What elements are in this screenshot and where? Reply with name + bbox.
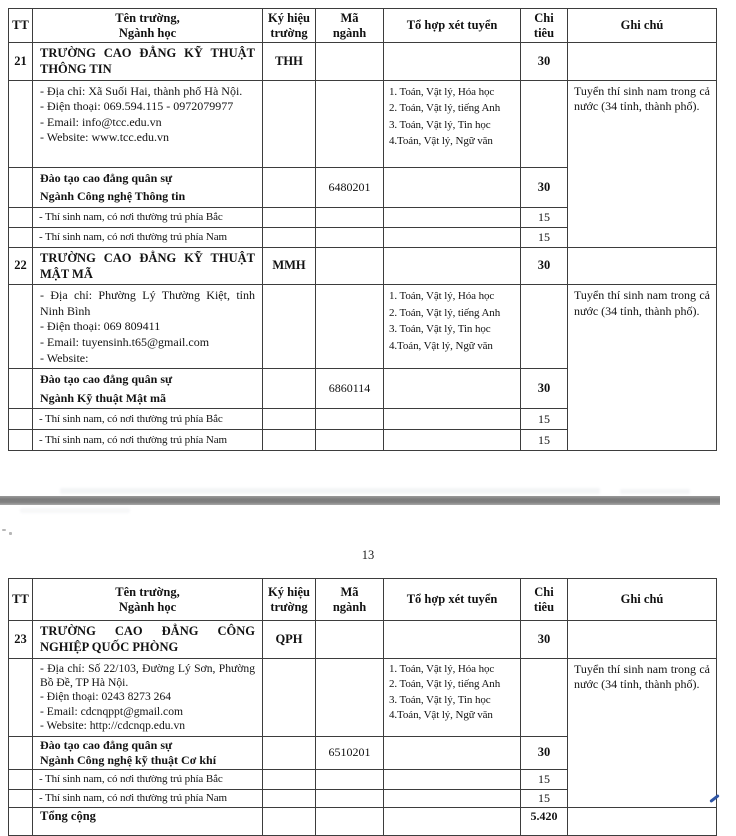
empty-cell — [263, 80, 316, 167]
empty-cell — [9, 736, 33, 769]
empty-cell — [316, 227, 384, 247]
school-23-quota: 30 — [521, 621, 568, 659]
combo-option: 4.Toán, Vật lý, Ngữ văn — [389, 135, 493, 147]
website-line: - Website: — [40, 350, 89, 365]
empty-cell — [384, 369, 521, 409]
col-header-symbol — [263, 9, 316, 43]
north-criteria: - Thí sinh nam, có nơi thường trú phía Bắc — [33, 769, 263, 789]
school-21-title-row — [9, 43, 717, 81]
school-22-symbol: MMH — [263, 247, 316, 285]
col-header-code-line1: Mã — [340, 11, 359, 26]
north-quota: 15 — [521, 207, 568, 227]
school-21-number: 21 — [9, 43, 33, 81]
empty-cell — [263, 789, 316, 807]
school-23-symbol: QPH — [263, 621, 316, 659]
empty-cell — [384, 789, 521, 807]
school-23-name: TRƯỜNG CAO ĐẲNG CÔNG NGHIỆP QUỐC PHÒNG — [33, 621, 263, 659]
empty-cell — [384, 409, 521, 430]
col-header-quota — [521, 9, 568, 43]
empty-cell — [9, 409, 33, 430]
col-header-symbol-line1: Ký hiệu — [267, 585, 311, 600]
school-23-program-quota: 30 — [521, 736, 568, 769]
empty-cell — [263, 285, 316, 369]
empty-cell — [568, 43, 717, 81]
col-header-code-line2: ngành — [332, 25, 367, 40]
col-header-tt — [9, 9, 33, 43]
empty-cell — [384, 621, 521, 659]
school-21-major-code: 6480201 — [316, 167, 384, 207]
empty-cell — [263, 409, 316, 430]
col-header-note — [568, 9, 717, 43]
empty-cell — [9, 807, 33, 835]
empty-cell — [263, 769, 316, 789]
empty-cell — [316, 769, 384, 789]
school-23-contact — [33, 658, 263, 736]
empty-cell — [9, 167, 33, 207]
school-21-combo-list — [384, 80, 521, 167]
school-23-number: 23 — [9, 621, 33, 659]
col-header-tt-label: TT — [12, 592, 29, 607]
empty-cell — [316, 80, 384, 167]
combo-option: 1. Toán, Vật lý, Hóa học — [389, 290, 495, 303]
school-21-program-quota: 30 — [521, 167, 568, 207]
col-header-quota-line2: tiêu — [533, 25, 555, 40]
school-22-combo-list — [384, 285, 521, 369]
school-21-name: TRƯỜNG CAO ĐẲNG KỸ THUẬT THÔNG TIN — [33, 43, 263, 81]
empty-cell — [263, 807, 316, 835]
south-criteria: - Thí sinh nam, có nơi thường trú phía Nam — [33, 227, 263, 247]
school-23-title-row — [9, 621, 717, 659]
scan-speck — [2, 529, 6, 531]
empty-cell — [263, 430, 316, 451]
empty-cell — [9, 207, 33, 227]
empty-cell — [384, 736, 521, 769]
school-22-program-quota: 30 — [521, 369, 568, 409]
program-line: Đào tạo cao đẳng quân sự — [40, 737, 173, 752]
combo-option: 2. Toán, Vật lý, tiếng Anh — [389, 102, 501, 114]
col-header-tt-label: TT — [12, 18, 29, 33]
table-header-row — [9, 9, 717, 43]
scan-smudge — [620, 489, 690, 494]
south-quota: 15 — [521, 789, 568, 807]
school-22-contact — [33, 285, 263, 369]
school-22-details-row — [9, 285, 717, 369]
col-header-symbol — [263, 579, 316, 621]
empty-cell — [384, 207, 521, 227]
scan-speck — [9, 532, 12, 535]
school-22-number: 22 — [9, 247, 33, 285]
col-header-school — [33, 9, 263, 43]
empty-cell — [316, 621, 384, 659]
school-21-contact — [33, 80, 263, 167]
major-line: Ngành Kỹ thuật Mật mã — [40, 390, 167, 405]
school-21-program — [33, 167, 263, 207]
school-21-symbol: THH — [263, 43, 316, 81]
empty-cell — [9, 658, 33, 736]
admissions-table-bottom-region — [8, 578, 720, 823]
empty-cell — [384, 247, 521, 285]
admissions-table-top — [8, 8, 717, 451]
major-line: Ngành Công nghệ Thông tin — [40, 189, 186, 204]
col-header-combo — [384, 579, 521, 621]
school-21-details-row — [9, 80, 717, 167]
email-line: - Email: cdcnqppt@gmail.com — [40, 704, 184, 718]
school-23-major-code: 6510201 — [316, 736, 384, 769]
col-header-symbol-line2: trường — [270, 25, 308, 40]
empty-cell — [384, 43, 521, 81]
empty-cell — [316, 285, 384, 369]
col-header-note-label: Ghi chú — [620, 592, 664, 607]
total-label: Tổng cộng — [33, 807, 263, 835]
admissions-table-bottom — [8, 578, 717, 836]
empty-cell — [521, 285, 568, 369]
col-header-note — [568, 579, 717, 621]
south-criteria: - Thí sinh nam, có nơi thường trú phía Nam — [33, 430, 263, 451]
empty-cell — [384, 769, 521, 789]
col-header-symbol-line2: trường — [270, 599, 308, 614]
col-header-school-line2: Ngành học — [118, 599, 177, 614]
school-22-name: TRƯỜNG CAO ĐẲNG KỸ THUẬT MẬT MÃ — [33, 247, 263, 285]
col-header-symbol-line1: Ký hiệu — [267, 11, 311, 26]
school-22-major-code: 6860114 — [316, 369, 384, 409]
empty-cell — [384, 227, 521, 247]
email-line: - Email: info@tcc.edu.vn — [40, 114, 162, 129]
empty-cell — [521, 658, 568, 736]
school-23-details-row — [9, 658, 717, 736]
col-header-combo-label: Tổ hợp xét tuyển — [406, 592, 498, 607]
combo-option: 4.Toán, Vật lý, Ngữ văn — [389, 709, 493, 722]
combo-option: 4.Toán, Vật lý, Ngữ văn — [389, 339, 493, 352]
col-header-quota-line1: Chi — [534, 11, 554, 26]
scan-smudge — [60, 488, 600, 494]
empty-cell — [9, 80, 33, 167]
combo-option: 2. Toán, Vật lý, tiếng Anh — [389, 678, 501, 691]
empty-cell — [263, 227, 316, 247]
empty-cell — [384, 430, 521, 451]
col-header-major-code — [316, 579, 384, 621]
school-23-combo-list — [384, 658, 521, 736]
col-header-school-line1: Tên trường, — [115, 585, 180, 600]
website-line: - Website: www.tcc.edu.vn — [40, 130, 169, 145]
empty-cell — [9, 789, 33, 807]
empty-cell — [9, 227, 33, 247]
phone-line: - Điện thoại: 069.594.115 - 0972079977 — [40, 99, 234, 114]
scan-divider-band — [0, 496, 720, 505]
school-23-note: Tuyển thí sinh nam trong cả nước (34 tỉnh, thành phố). — [568, 658, 717, 807]
empty-cell — [316, 430, 384, 451]
school-22-quota: 30 — [521, 247, 568, 285]
col-header-combo — [384, 9, 521, 43]
program-line: Đào tạo cao đẳng quân sự — [40, 170, 173, 185]
combo-option: 3. Toán, Vật lý, Tin học — [389, 693, 491, 706]
school-23-program — [33, 736, 263, 769]
combo-option: 2. Toán, Vật lý, tiếng Anh — [389, 306, 501, 319]
school-21-note: Tuyển thí sinh nam trong cả nước (34 tỉnh, thành phố). — [568, 80, 717, 247]
empty-cell — [9, 430, 33, 451]
col-header-code-line1: Mã — [340, 585, 359, 600]
phone-line: - Điện thoại: 069 809411 — [40, 319, 161, 334]
total-row — [9, 807, 717, 835]
empty-cell — [263, 736, 316, 769]
col-header-quota-line1: Chi — [534, 585, 554, 600]
empty-cell — [316, 43, 384, 81]
website-line: - Website: http://cdcnqp.edu.vn — [40, 719, 186, 733]
col-header-tt — [9, 579, 33, 621]
empty-cell — [263, 167, 316, 207]
combo-option: 1. Toán, Vật lý, Hóa học — [389, 85, 495, 98]
north-criteria: - Thí sinh nam, có nơi thường trú phía Bắc — [33, 409, 263, 430]
empty-cell — [316, 658, 384, 736]
combo-option: 3. Toán, Vật lý, Tin học — [389, 118, 491, 131]
col-header-school-line1: Tên trường, — [115, 11, 180, 26]
empty-cell — [316, 247, 384, 285]
empty-cell — [9, 769, 33, 789]
empty-cell — [9, 369, 33, 409]
total-quota-value: 5.420 — [521, 807, 568, 835]
email-line: - Email: tuyensinh.t65@gmail.com — [40, 334, 210, 349]
address-line: - Địa chỉ: Xã Suối Hai, thành phố Hà Nội. — [40, 83, 243, 98]
school-22-program — [33, 369, 263, 409]
page-number: 13 — [361, 548, 375, 562]
empty-cell — [384, 167, 521, 207]
south-criteria: - Thí sinh nam, có nơi thường trú phía Nam — [33, 789, 263, 807]
col-header-school-line2: Ngành học — [118, 25, 177, 40]
combo-option: 3. Toán, Vật lý, Tin học — [389, 323, 491, 336]
phone-line: - Điện thoại: 0243 8273 264 — [40, 690, 172, 704]
program-line: Đào tạo cao đẳng quân sự — [40, 372, 173, 387]
col-header-code-line2: ngành — [332, 599, 367, 614]
empty-cell — [568, 621, 717, 659]
school-21-quota: 30 — [521, 43, 568, 81]
empty-cell — [263, 369, 316, 409]
empty-cell — [384, 807, 521, 835]
south-quota: 15 — [521, 227, 568, 247]
school-22-title-row — [9, 247, 717, 285]
empty-cell — [316, 409, 384, 430]
address-line: - Địa chỉ: Phường Lý Thường Kiệt, tỉnh Ninh Bình — [40, 288, 255, 318]
col-header-note-label: Ghi chú — [620, 18, 664, 33]
col-header-quota-line2: tiêu — [533, 599, 555, 614]
north-quota: 15 — [521, 409, 568, 430]
north-criteria: - Thí sinh nam, có nơi thường trú phía Bắc — [33, 207, 263, 227]
col-header-quota — [521, 579, 568, 621]
address-line: - Địa chỉ: Số 22/103, Đường Lý Sơn, Phường Bồ Đề, TP Hà Nội. — [40, 661, 255, 689]
empty-cell — [263, 658, 316, 736]
south-quota: 15 — [521, 430, 568, 451]
empty-cell — [568, 807, 717, 835]
empty-cell — [316, 207, 384, 227]
empty-cell — [9, 285, 33, 369]
major-line: Ngành Công nghệ kỹ thuật Cơ khí — [40, 752, 217, 767]
empty-cell — [263, 207, 316, 227]
school-22-note: Tuyển thí sinh nam trong cả nước (34 tỉnh, thành phố). — [568, 285, 717, 451]
empty-cell — [521, 80, 568, 167]
north-quota: 15 — [521, 769, 568, 789]
col-header-combo-label: Tổ hợp xét tuyển — [406, 18, 498, 33]
col-header-school — [33, 579, 263, 621]
scan-smudge — [20, 508, 130, 513]
combo-option: 1. Toán, Vật lý, Hóa học — [389, 662, 495, 675]
col-header-major-code — [316, 9, 384, 43]
empty-cell — [316, 789, 384, 807]
empty-cell — [316, 807, 384, 835]
empty-cell — [568, 247, 717, 285]
table-header-row — [9, 579, 717, 621]
